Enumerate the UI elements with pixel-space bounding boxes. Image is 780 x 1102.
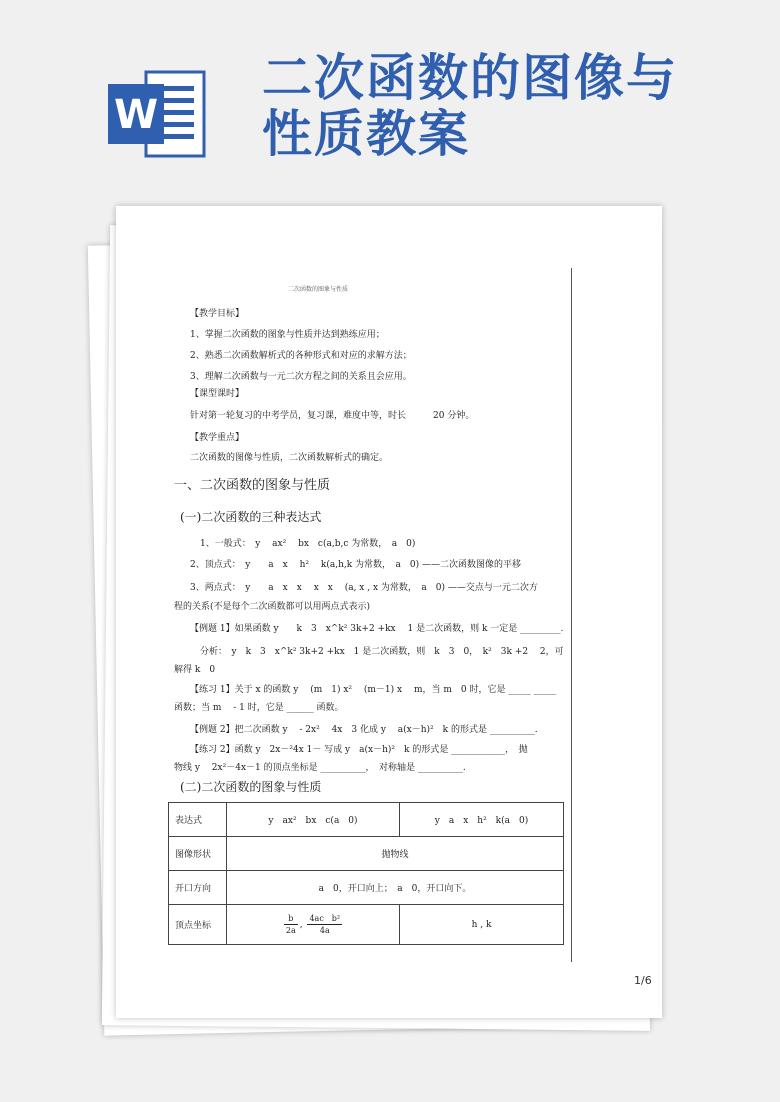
table-cell: 开口方向 [169, 871, 227, 905]
table-cell: y ax² bx c(a 0) [227, 803, 400, 837]
table-cell: $\frac{b}{2a}$ , $\frac{\text{4ac b²}}{4a}$ [227, 905, 400, 945]
formula-line: 1、一般式： y ax² bx c(a,b,c 为常数， a 0) [200, 539, 416, 549]
word-logo-letter: W [113, 92, 159, 138]
doc-line: 3、理解二次函数与一元二次方程之间的关系且会应用。 [190, 372, 412, 382]
table-row [169, 837, 564, 871]
doc-line: 二次函数的图像与性质，二次函数解析式的确定。 [190, 453, 389, 463]
doc-line: 2、熟悉二次函数解析式的各种形式和对应的求解方法； [190, 351, 412, 361]
banner-title-line1: 二次函数的图像与 [262, 49, 678, 107]
formula-line: 2、顶点式： y a x h² k(a,h,k 为常数， a 0) ——二次函数图像的平移 [190, 560, 522, 570]
table-cell: a 0，开口向上； a 0，开口向下。 [227, 871, 564, 905]
table-cell: 表达式 [169, 803, 227, 837]
practice-1: 【练习 1】关于 x 的函数 y (m 1) x² (m－1) x m，当 m 0 时，它是 _____ _____ [190, 685, 557, 695]
analysis-line: 分析： y k 3 x^k² 3k+2 +kx 1 是二次函数，则 k 3 0， k² 3k +2 2，可 [200, 647, 564, 657]
word-logo-icon [108, 66, 208, 162]
section-heading: 一、二次函数的图象与性质 [174, 478, 331, 493]
doc-line: 【教学重点】 [190, 433, 245, 443]
analysis-line: 解得 k 0 [174, 665, 216, 675]
example-1: 【例题 1】如果函数 y k 3 x^k² 3k+2 +kx 1 是二次函数，则 k 一定是 _________. [190, 624, 564, 634]
properties-table [168, 802, 564, 945]
doc-line: 【教学目标】 [190, 309, 245, 319]
doc-line: 针对第一轮复习的中考学员，复习课，难度中等，时长 20 分钟。 [190, 411, 475, 421]
table-row [169, 905, 564, 945]
table-cell: 图像形状 [169, 837, 227, 871]
doc-line: 【课型课时】 [190, 389, 245, 399]
fraction: $\frac{b}{2a}$ [285, 914, 296, 935]
formula-line: 3、两点式： y a x x x x (a, x , x 为常数， a 0) ——交点与一元二次方 [190, 583, 538, 593]
practice-2: 【练习 2】函数 y 2x－²4x 1－ 写成 y a(x－h)² k 的形式是 ____________， 抛 [190, 745, 528, 755]
table-row [169, 803, 564, 837]
fraction: $\frac{\text{4ac b²}}{4a}$ [309, 914, 341, 935]
table-cell: h , k [400, 905, 564, 945]
table-cell: 顶点坐标 [169, 905, 227, 945]
table-cell: y a x h² k(a 0) [400, 803, 564, 837]
practice-1: 函数；当 m - 1 时，它是 ______ 函数。 [174, 703, 344, 713]
example-2: 【例题 2】把二次函数 y - 2x² 4x 3 化成 y a(x－h)² k 的形式是 __________. [190, 725, 538, 735]
doc-line: 1、掌握二次函数的图象与性质并达到熟练应用； [190, 330, 385, 340]
table-cell: 抛物线 [227, 837, 564, 871]
page-margin-rule [571, 268, 572, 962]
table-row [169, 871, 564, 905]
subsection-heading: (一)二次函数的三种表达式 [180, 510, 322, 524]
subsection-heading: (二)二次函数的图象与性质 [180, 780, 322, 794]
practice-2: 物线 y 2x²－4x－1 的顶点坐标是 __________， 对称轴是 __________. [174, 763, 466, 773]
banner-title-line2: 性质教案 [262, 105, 470, 163]
formula-line: 程的关系(不是每个二次函数都可以用两点式表示) [174, 602, 371, 612]
page-number: 1/6 [634, 974, 652, 987]
banner-title [262, 50, 762, 162]
doc-header-title: 二次函数的图象与性质 [288, 286, 349, 293]
